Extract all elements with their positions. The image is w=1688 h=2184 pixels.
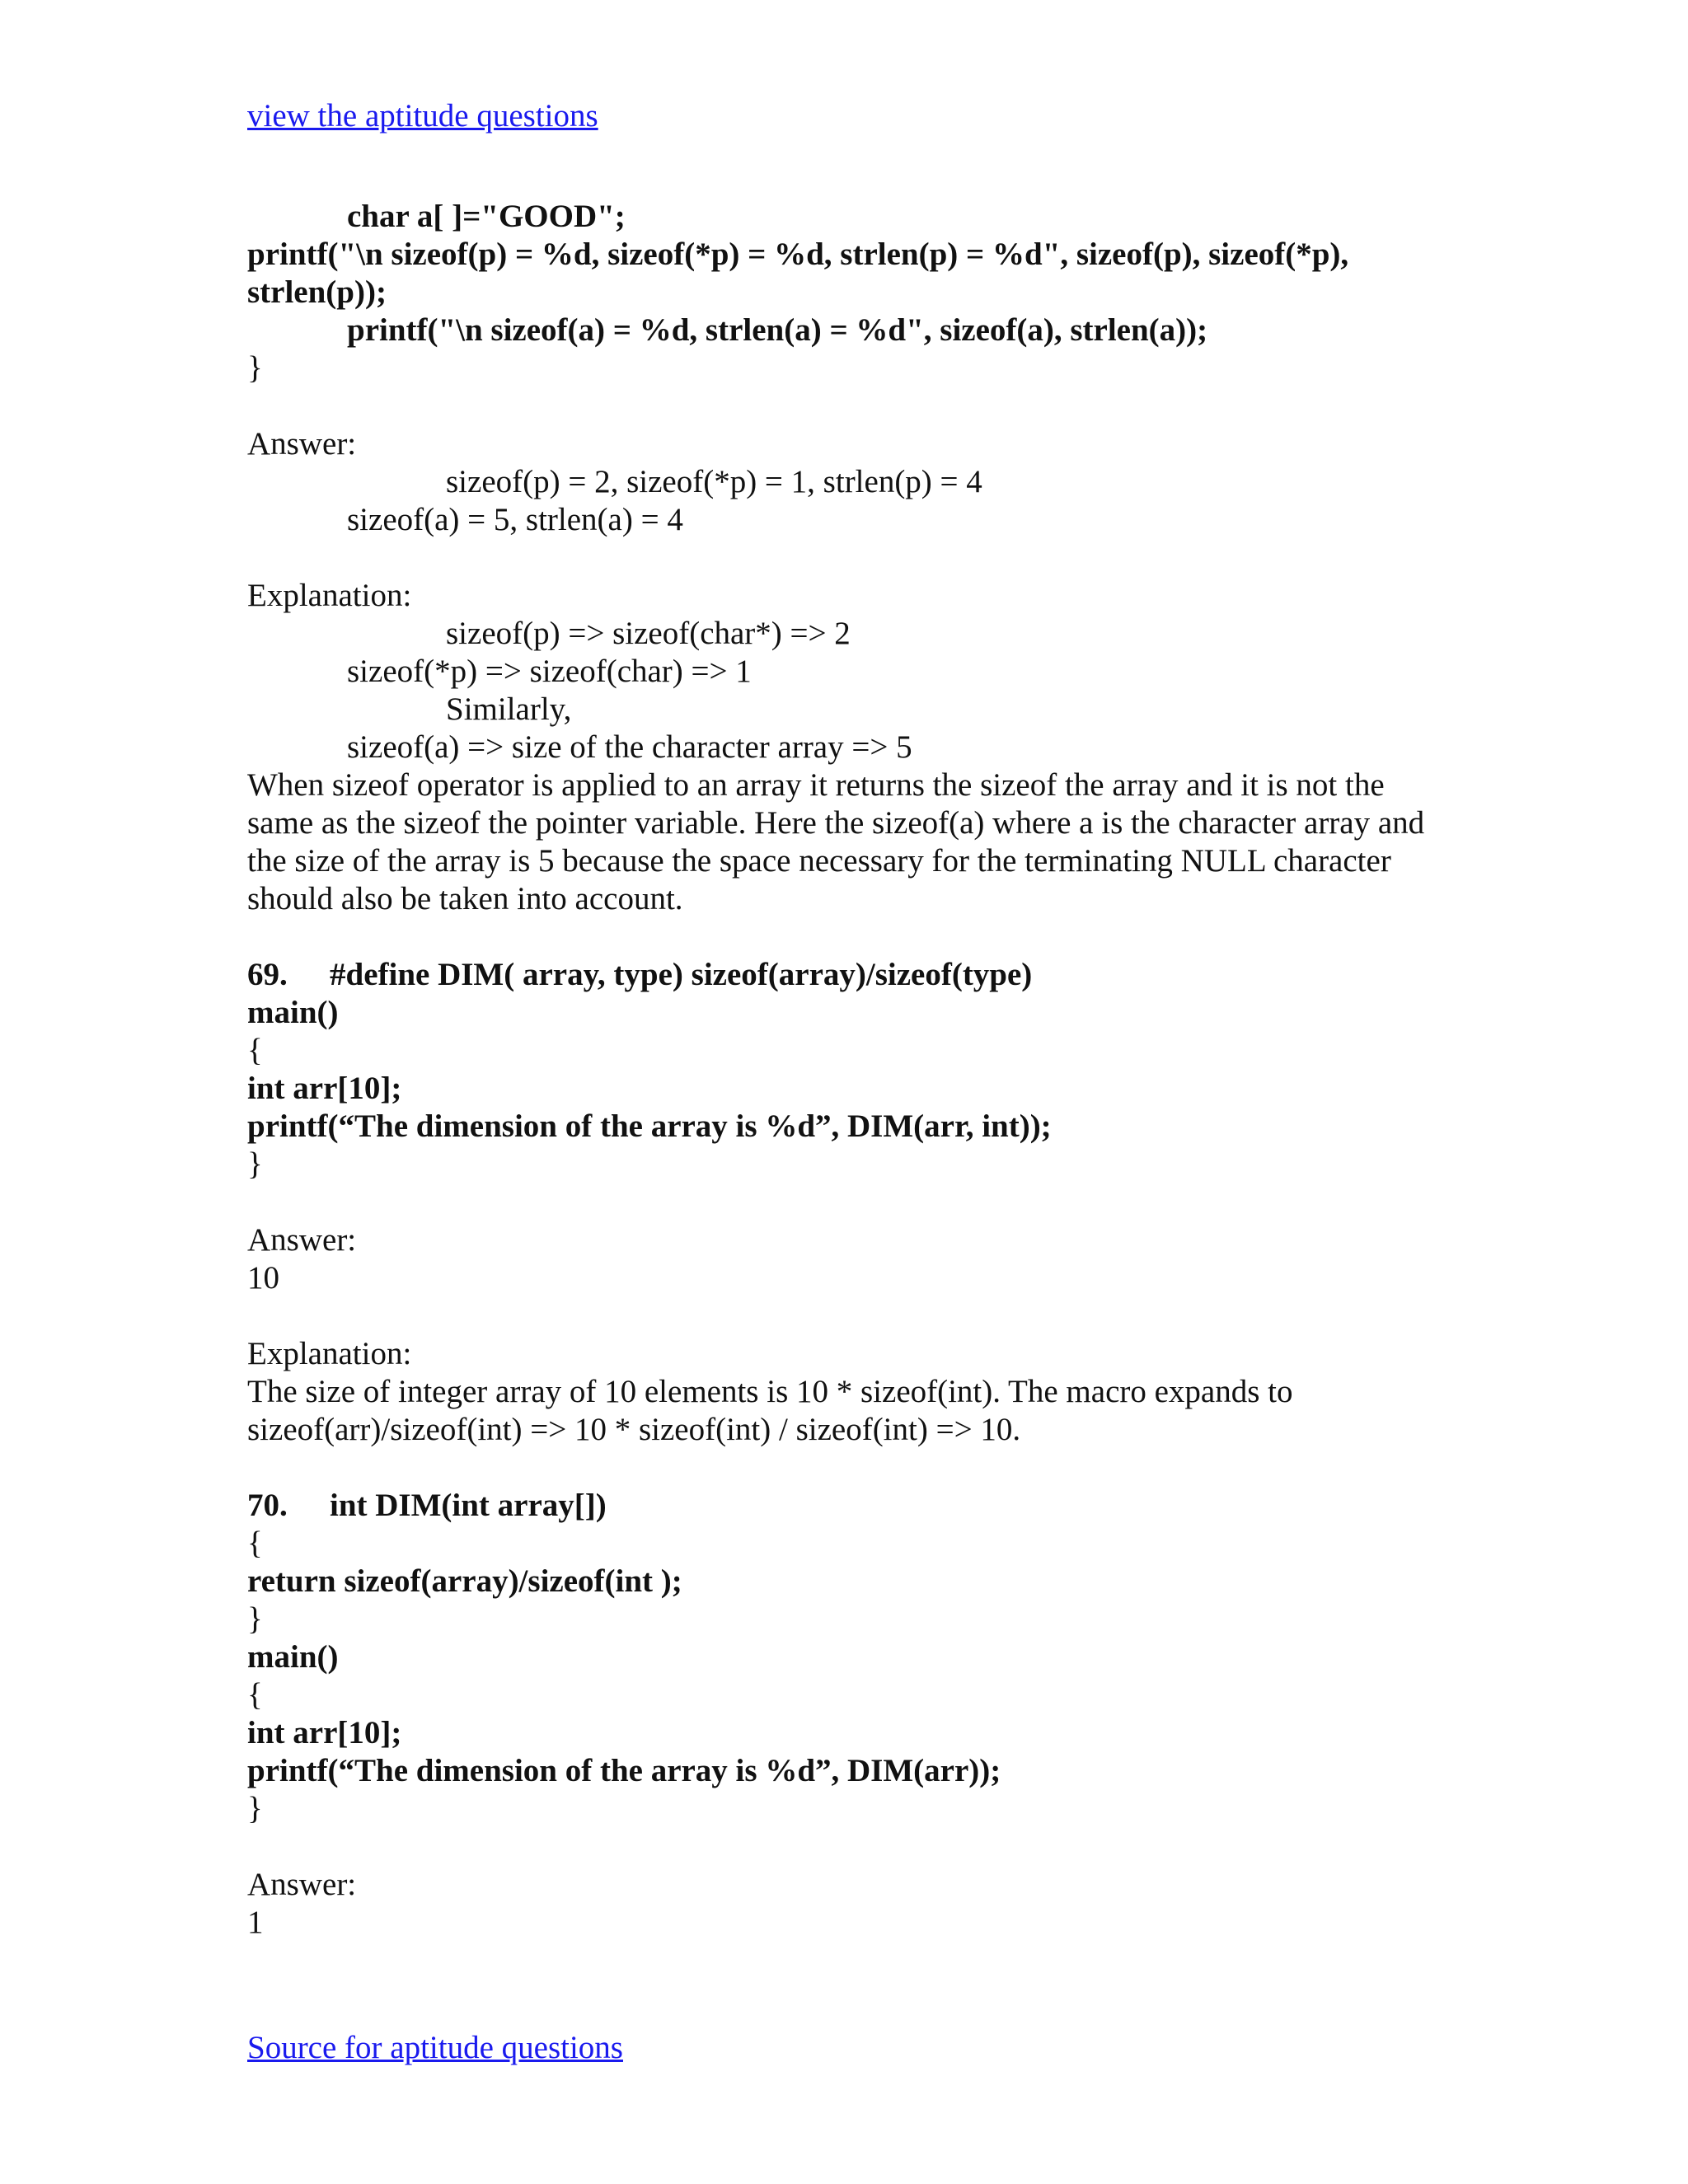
code-line: main()	[247, 1639, 339, 1675]
explanation-paragraph: The size of integer array of 10 elements is 10 * sizeof(int). The macro expands to sizeof(arr)/sizeof(int) => 10 * sizeof(int) / sizeof(int) => 10.	[247, 1374, 1293, 1447]
answer-line: 1	[247, 1905, 264, 1940]
answer-line: sizeof(a) = 5, strlen(a) = 4	[347, 502, 683, 537]
question-68-explanation	[247, 577, 1451, 918]
question-number: 69.	[247, 957, 288, 992]
question-69	[247, 956, 1451, 1449]
question-68-code	[247, 198, 1451, 387]
spacer	[247, 1828, 1451, 1866]
code-line: int arr[10];	[247, 1071, 402, 1106]
code-line: {	[247, 1677, 263, 1713]
code-line: }	[247, 350, 263, 386]
spacer	[247, 135, 1451, 173]
explanation-line: sizeof(a) => size of the character array => 5	[347, 729, 912, 765]
code-line: printf("\n sizeof(p) = %d, sizeof(*p) = %d, strlen(p) = %d", sizeof(p), sizeof(*p), strlen(p));	[247, 237, 1349, 310]
code-line: int arr[10];	[247, 1715, 402, 1750]
code-line: int DIM(int array[])	[330, 1488, 607, 1523]
code-line: return sizeof(array)/sizeof(int );	[247, 1563, 682, 1599]
code-line: {	[247, 1033, 263, 1068]
spacer	[247, 1449, 1451, 1487]
spacer	[247, 539, 1451, 577]
spacer	[247, 1942, 1451, 2029]
code-line: char a[ ]="GOOD";	[347, 199, 626, 234]
code-line: printf(“The dimension of the array is %d”, DIM(arr, int));	[247, 1108, 1052, 1144]
answer-label: Answer:	[247, 426, 357, 462]
explanation-label: Explanation:	[247, 578, 412, 613]
spacer	[247, 918, 1451, 956]
answer-label: Answer:	[247, 1867, 357, 1902]
answer-line: 10	[247, 1260, 279, 1296]
code-line: main()	[247, 995, 339, 1030]
code-line: }	[247, 1146, 263, 1182]
explanation-label: Explanation:	[247, 1336, 412, 1371]
code-line: {	[247, 1526, 263, 1561]
spacer	[247, 387, 1451, 425]
question-70-header	[247, 1487, 1451, 1525]
aptitude-source-link[interactable]: Source for aptitude questions	[247, 2030, 623, 2065]
spacer	[247, 173, 1451, 198]
code-line: printf("\n sizeof(a) = %d, strlen(a) = %d", sizeof(a), strlen(a));	[347, 312, 1208, 348]
explanation-line: sizeof(*p) => sizeof(char) => 1	[347, 654, 752, 689]
question-68-answer	[247, 425, 1451, 539]
explanation-line: Similarly,	[446, 691, 572, 727]
code-line: #define DIM( array, type) sizeof(array)/sizeof(type)	[330, 957, 1033, 992]
question-70	[247, 1487, 1451, 1942]
code-line: }	[247, 1791, 263, 1826]
question-69-header	[247, 956, 1451, 994]
answer-label: Answer:	[247, 1222, 357, 1258]
question-number: 70.	[247, 1488, 288, 1523]
document-page	[247, 97, 1451, 2067]
code-line: printf(“The dimension of the array is %d”, DIM(arr));	[247, 1753, 1001, 1788]
aptitude-questions-link[interactable]: view the aptitude questions	[247, 98, 598, 134]
explanation-line: sizeof(p) => sizeof(char*) => 2	[446, 616, 851, 651]
spacer	[247, 1297, 1451, 1335]
answer-line: sizeof(p) = 2, sizeof(*p) = 1, strlen(p) = 4	[446, 464, 982, 499]
code-line: }	[247, 1601, 263, 1637]
spacer	[247, 1183, 1451, 1221]
explanation-paragraph: When sizeof operator is applied to an array it returns the sizeof the array and it is not the same as the sizeof the pointer variable. Here the sizeof(a) where a is the character array and the size of the array is 5 because the space necessary for the terminating NULL character should also be taken into account.	[247, 767, 1425, 916]
